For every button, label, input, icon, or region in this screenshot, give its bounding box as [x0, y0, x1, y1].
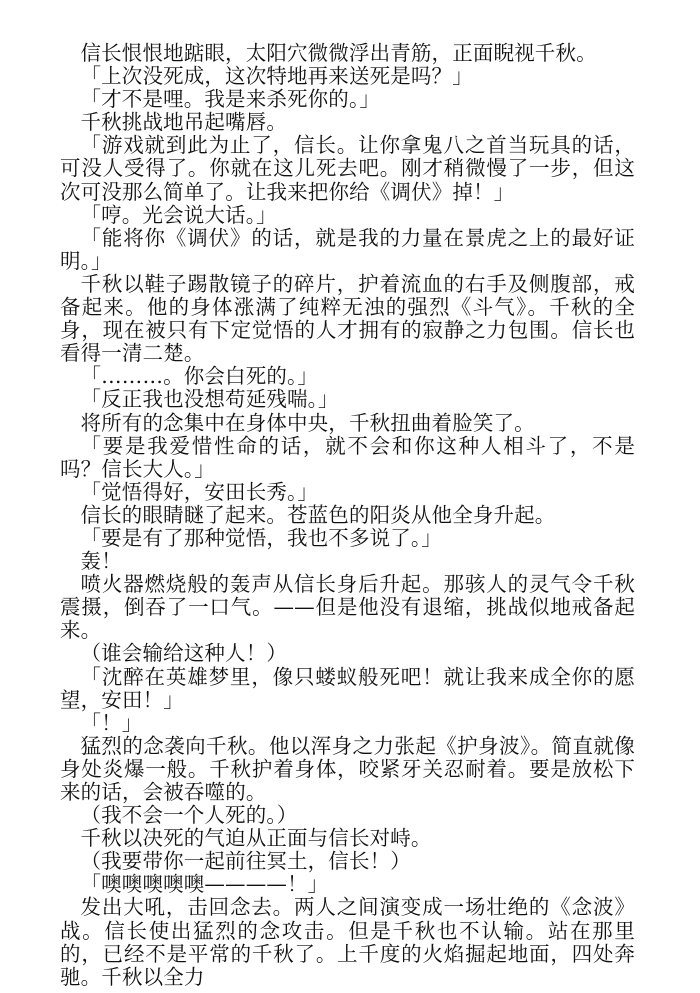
- paragraph: 「………。你会白死的。」: [80, 364, 319, 389]
- paragraph: （我要带你一起前往冥土，信长！）: [80, 849, 411, 874]
- paragraph: 信长恨恨地踮眼，太阳穴微微浮出青筋，正面睨视千秋。: [80, 41, 597, 65]
- paragraph: 猛烈的念袭向千秋。他以浑身之力张起《护身波》。简直就像身处炎爆一般。千秋护着身体，咬紧牙关忍耐着。要是放松下来的话，会被吞噬的。: [60, 733, 635, 804]
- paragraph: 千秋以决死的气迫从正面与信长对峙。: [80, 826, 432, 851]
- paragraph: 「反正我也没想苟延残喘。」: [80, 387, 339, 412]
- paragraph: 「沈醉在英雄梦里，像只蝼蚁般死吧！就让我来成全你的愿望，安田！」: [60, 664, 635, 712]
- paragraph: 「噢噢噢噢噢————！」: [80, 872, 329, 897]
- paragraph: （我不会一个人死的。）: [80, 803, 298, 828]
- paragraph: 「要是我爱惜性命的话，就不会和你这种人相斗了，不是吗？信长大人。」: [60, 433, 635, 481]
- paragraph: 「才不是哩。我是来杀死你的。」: [80, 87, 380, 112]
- paragraph: 将所有的念集中在身体中央，千秋扭曲着脸笑了。: [80, 410, 535, 435]
- paragraph: （谁会输给这种人！）: [80, 641, 287, 666]
- paragraph: 信长的眼睛瞇了起来。苍蓝色的阳炎从他全身升起。: [80, 502, 556, 527]
- paragraph: 喷火器燃烧般的轰声从信长身后升起。那骇人的灵气令千秋震摄，倒吞了一口气。——但是他没有退缩，挑战似地戒备起来。: [60, 572, 635, 643]
- paragraph: 「上次没死成，这次特地再来送死是吗？」: [80, 64, 473, 89]
- paragraph: 千秋挑战地吊起嘴唇。: [80, 110, 287, 135]
- paragraph: 「游戏就到此为止了，信长。让你拿鬼八之首当玩具的话，可没人受得了。你就在这儿死去吧。刚才稍微慢了一步，但这次可没那么简单了。让我来把你给《调伏》掉！」: [60, 133, 635, 204]
- paragraph: 「！」: [80, 710, 143, 735]
- paragraph: 「觉悟得好，安田长秀。」: [80, 479, 319, 504]
- paragraph: 「要是有了那种觉悟，我也不多说了。」: [80, 525, 442, 550]
- paragraph: 轰！: [80, 549, 122, 574]
- paragraph: 「哼。光会说大话。」: [80, 202, 277, 227]
- paragraph: 千秋以鞋子踢散镜子的碎片，护着流血的右手及侧腹部，戒备起来。他的身体涨满了纯粹无浊的强烈《斗气》。千秋的全身，现在被只有下定觉悟的人才拥有的寂静之力包围。信长也看得一清二楚。: [60, 271, 635, 366]
- paragraph: 发出大吼，击回念去。两人之间演变成一场壮绝的《念波》战。信长使出猛烈的念攻击。但是千秋也不认输。站在那里的，已经不是平常的千秋了。上千度的火焰掘起地面，四处奔驰。千秋以全力: [60, 895, 635, 989]
- paragraph: 「能将你《调伏》的话，就是我的力量在景虎之上的最好证明。」: [60, 225, 635, 273]
- body-text: [60, 42, 635, 989]
